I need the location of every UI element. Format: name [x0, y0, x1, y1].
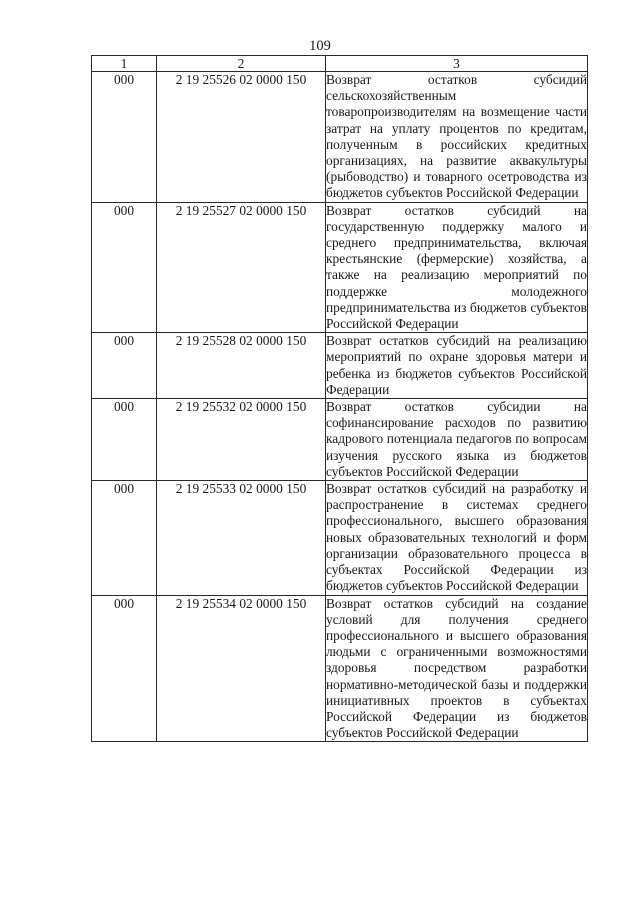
table-row	[92, 202, 588, 333]
column-header-1: 1	[92, 56, 157, 72]
description-text: Возврат остатков субсидии на софинансирование расходов по развитию кадрового потенциала педагогов по вопросам изучения русского языка из бюджетов субъектов Российской Федерации	[326, 399, 587, 479]
description-cell	[326, 72, 588, 203]
budget-code-cell: 2 19 25532 02 0000 150	[157, 399, 326, 481]
header-row	[92, 56, 588, 72]
description-cell	[326, 481, 588, 595]
admin-code-cell: 000	[92, 595, 157, 742]
budget-code-cell: 2 19 25533 02 0000 150	[157, 481, 326, 595]
budget-code-cell: 2 19 25527 02 0000 150	[157, 202, 326, 333]
page-number: 109	[309, 38, 331, 54]
column-header-3: 3	[326, 56, 588, 72]
table-row	[92, 399, 588, 481]
description-text: Возврат остатков субсидий на государственную поддержку малого и среднего предпринимательства, включая крестьянские (фермерские) хозяйства, а также на реализацию мероприятий по поддержке молодежного предпринимательства из бюджетов субъектов Российской Федерации	[326, 202, 587, 332]
description-text: Возврат остатков субсидий сельскохозяйственным товаропроизводителям на возмещение части затрат на уплату процентов по кредитам, полученным в российских кредитных организациях, на развитие аквакультуры (рыбоводство) и товарного осетроводства из бюджетов субъектов Российской Федерации	[326, 72, 587, 201]
description-cell	[326, 399, 588, 481]
admin-code-cell: 000	[92, 202, 157, 333]
description-cell	[326, 595, 588, 742]
admin-code-cell: 000	[92, 333, 157, 399]
admin-code-cell: 000	[92, 481, 157, 595]
table-row	[92, 72, 588, 203]
budget-code-cell: 2 19 25526 02 0000 150	[157, 72, 326, 203]
table-row	[92, 595, 588, 742]
table-row	[92, 481, 588, 595]
description-text: Возврат остатков субсидий на реализацию мероприятий по охране здоровья матери и ребенка из бюджетов субъектов Российской Федерации	[326, 333, 587, 397]
table-row	[92, 333, 588, 399]
description-text: Возврат остатков субсидий на создание условий для получения среднего профессионального и высшего образования людьми с ограниченными возможностями здоровья посредством разработки нормативно-методической базы и поддержки инициативных проектов в субъектах Российской Федерации из бюджетов субъектов Российской Федерации	[326, 595, 587, 741]
description-text: Возврат остатков субсидий на разработку и распространение в системах среднего профессионального, высшего образования новых образовательных технологий и форм организации образовательного процесса в субъектах Российской Федерации из бюджетов субъектов Российской Федерации	[326, 481, 587, 594]
budget-codes-table	[91, 55, 588, 742]
budget-code-cell: 2 19 25534 02 0000 150	[157, 595, 326, 742]
budget-code-cell: 2 19 25528 02 0000 150	[157, 333, 326, 399]
description-cell	[326, 202, 588, 333]
admin-code-cell: 000	[92, 399, 157, 481]
column-header-2: 2	[157, 56, 326, 72]
admin-code-cell: 000	[92, 72, 157, 203]
description-cell	[326, 333, 588, 399]
